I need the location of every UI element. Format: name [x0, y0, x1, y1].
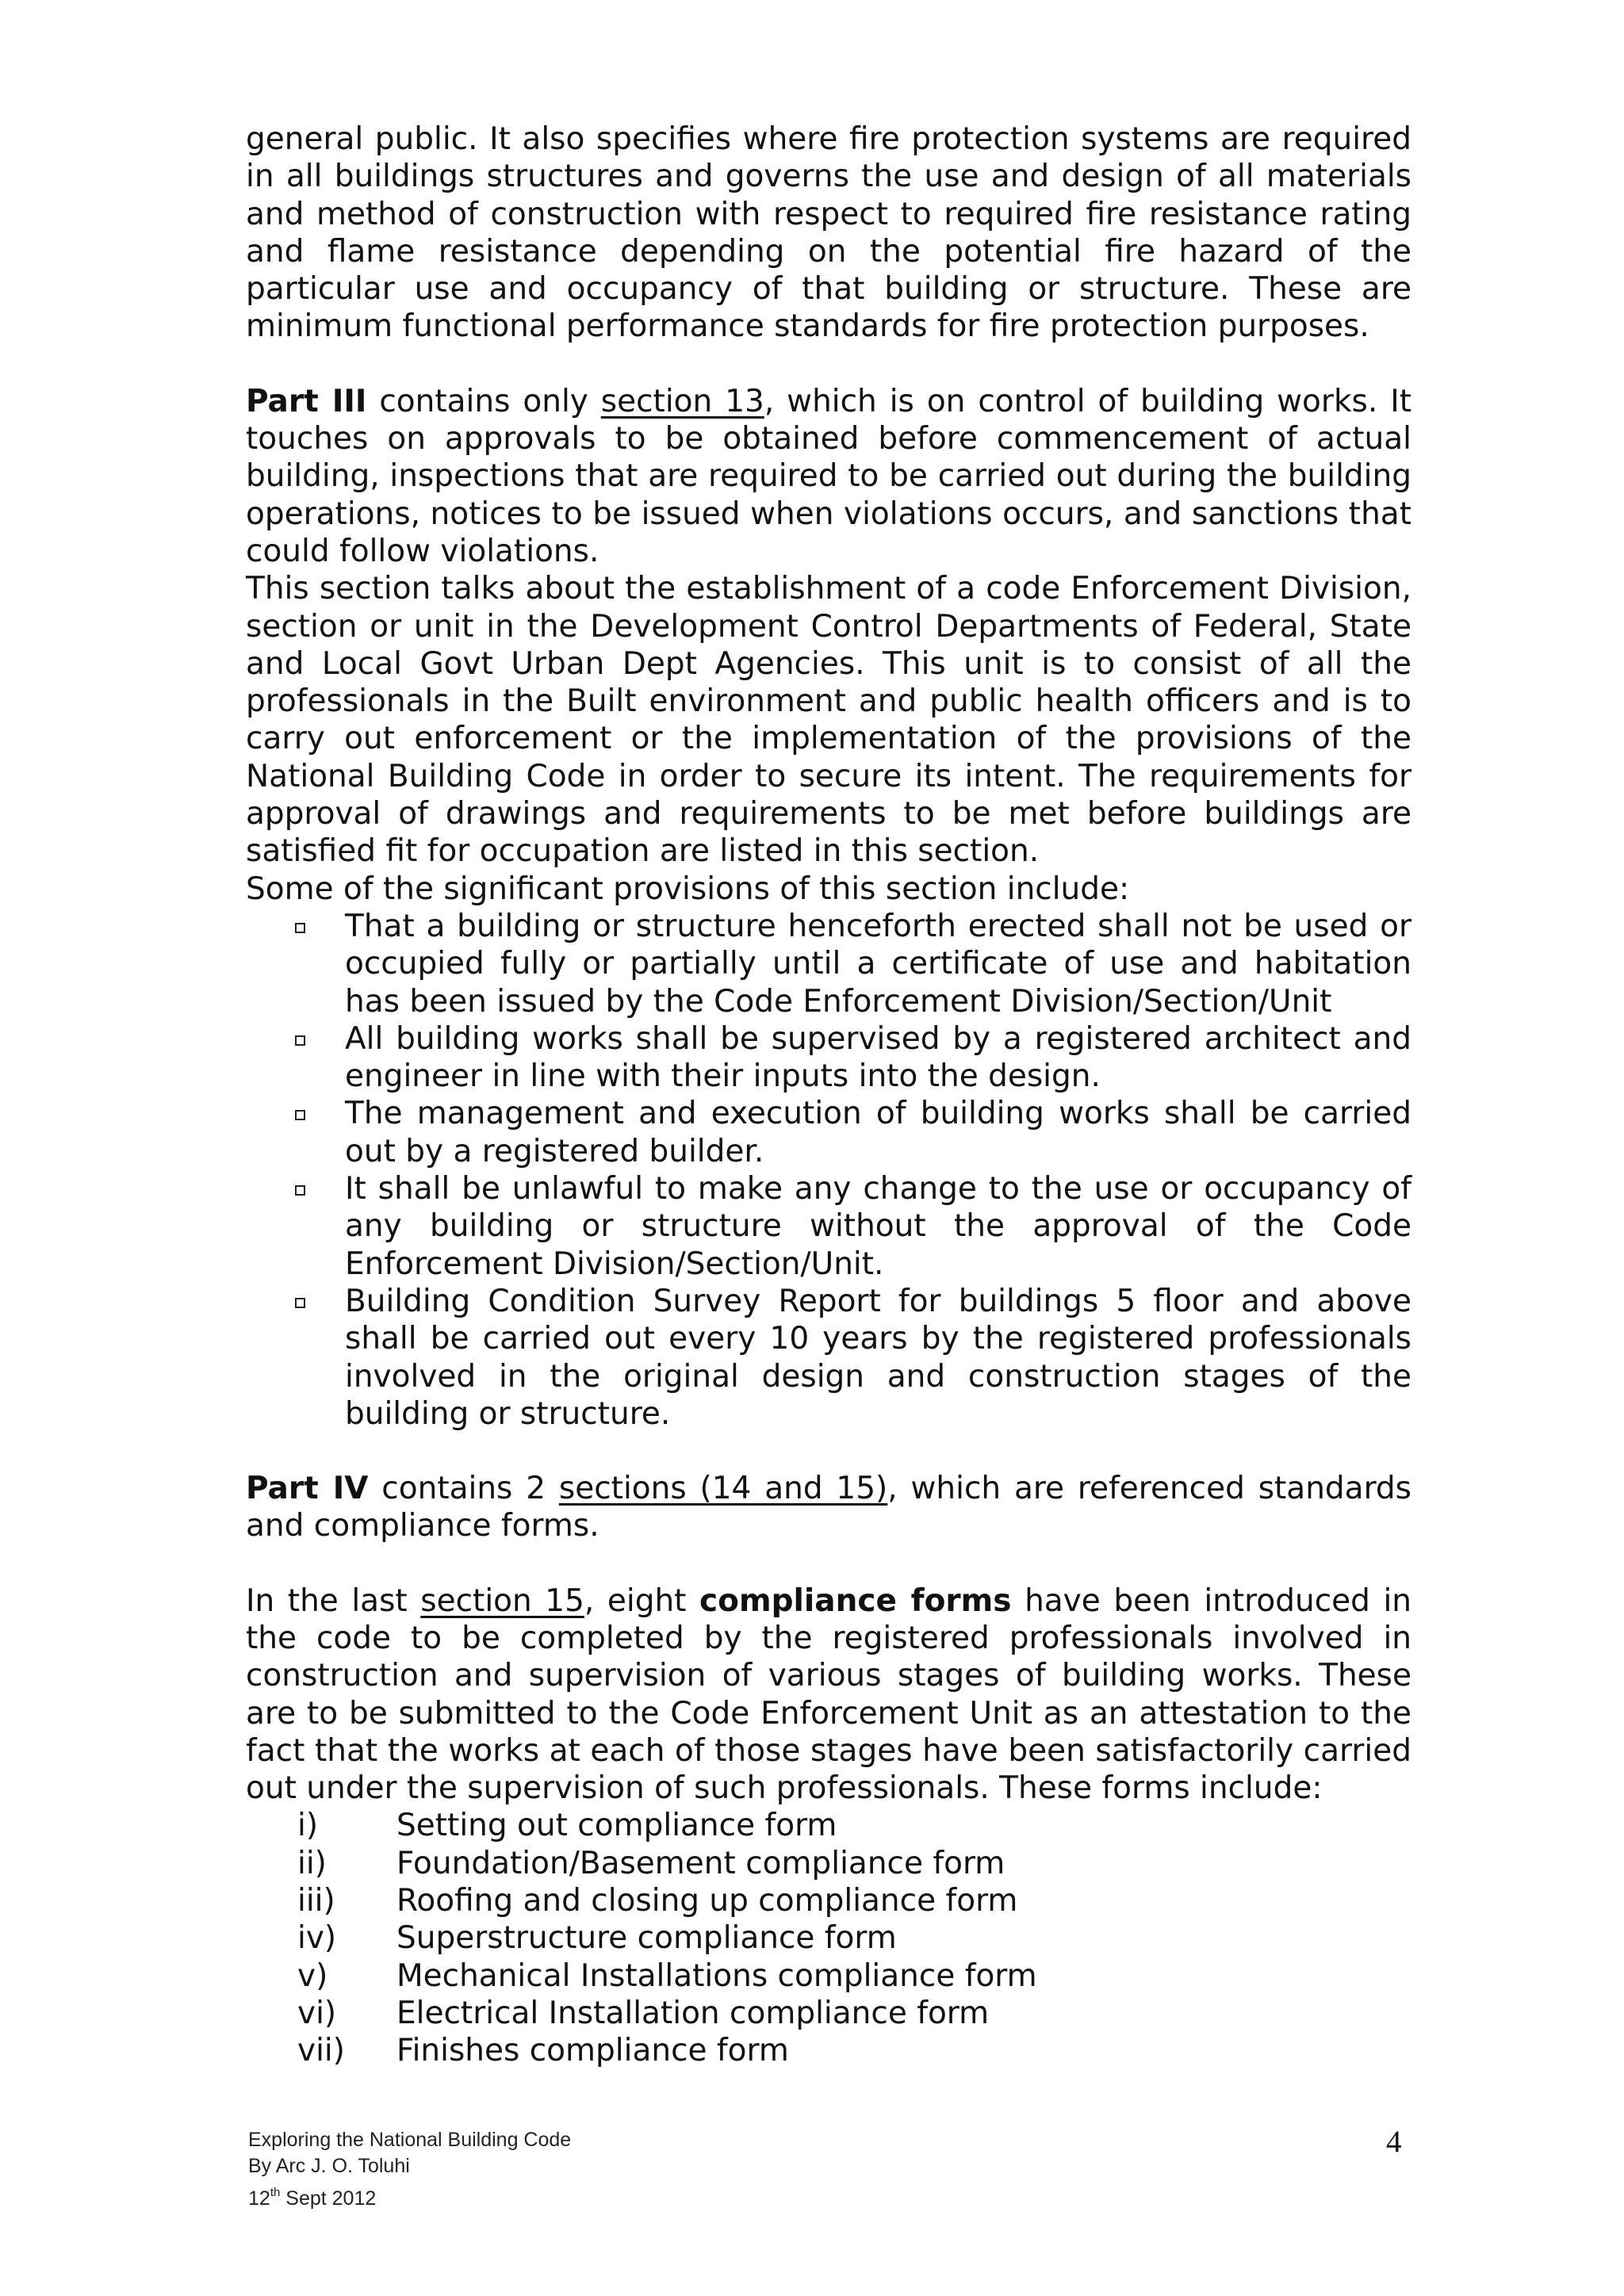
- footer-author: By Arc J. O. Toluhi: [248, 2155, 410, 2177]
- part-iii-label: Part III: [246, 383, 367, 419]
- compliance-form-item: [297, 1995, 1411, 2032]
- section-15-text-2: , eight: [584, 1582, 700, 1619]
- paragraph-part-iv: [246, 1470, 1411, 1545]
- form-number: iii): [297, 1883, 335, 1919]
- checkbox-bullet-icon: [295, 1185, 305, 1196]
- provision-item: [345, 1095, 1411, 1170]
- form-name: Setting out compliance form: [396, 1808, 837, 1844]
- document-body: [246, 121, 1411, 2070]
- spacer: [246, 346, 1411, 383]
- form-number: i): [297, 1808, 319, 1844]
- form-name: Finishes compliance form: [396, 2033, 789, 2069]
- checkbox-bullet-icon: [295, 1035, 305, 1046]
- provision-item: [345, 1170, 1411, 1283]
- part-iv-text-1: contains 2: [368, 1471, 559, 1507]
- form-number: v): [297, 1957, 328, 1994]
- form-number: vii): [297, 2033, 345, 2069]
- spacer: [246, 1433, 1411, 1470]
- part-iii-text-2: , which is on control of building works. It touches on approvals to be obtained before commencement of actual building, inspections that are required to be carried out during the building operations, notices to be issued when violations occurs, and sanctions that could follow violations.: [246, 383, 1411, 569]
- spacer: [246, 1545, 1411, 1582]
- section-15-text-1: In the last: [246, 1582, 421, 1619]
- page-number: 4: [1386, 2125, 1402, 2159]
- provision-item: [345, 1283, 1411, 1433]
- compliance-form-item: [297, 1882, 1411, 1919]
- compliance-form-item: [297, 2032, 1411, 2069]
- form-number: vi): [297, 1995, 337, 2031]
- footer-date: [248, 2179, 571, 2212]
- sections-14-15-link: sections (14 and 15): [558, 1471, 888, 1507]
- page-footer: [248, 2127, 571, 2212]
- checkbox-bullet-icon: [295, 923, 305, 933]
- footer-date-day: 12: [248, 2187, 270, 2210]
- part-iii-text-1: contains only: [366, 383, 601, 419]
- checkbox-bullet-icon: [295, 1298, 305, 1308]
- provision-text: It shall be unlawful to make any change to the use or occupancy of any building or structure without the approval of the Code Enforcement Division/Section/Unit.: [345, 1171, 1411, 1282]
- paragraph-provisions-intro: Some of the significant provisions of this section include:: [246, 871, 1130, 907]
- form-number: ii): [297, 1845, 327, 1881]
- provision-text: All building works shall be supervised by a registered architect and engineer in line with their inputs into the design.: [345, 1020, 1411, 1095]
- compliance-form-item: [297, 1919, 1411, 1957]
- compliance-form-item: [297, 1807, 1411, 1844]
- provision-text: The management and execution of building works shall be carried out by a registered builder.: [345, 1096, 1411, 1169]
- provision-item: [345, 1020, 1411, 1096]
- compliance-forms-term: compliance forms: [699, 1582, 1012, 1619]
- compliance-form-item: [297, 1845, 1411, 1882]
- compliance-form-item: [297, 1957, 1411, 1995]
- form-name: Foundation/Basement compliance form: [396, 1845, 1005, 1881]
- form-name: Electrical Installation compliance form: [396, 1995, 990, 2031]
- section-15-link: section 15: [420, 1582, 584, 1619]
- paragraph-part-iii: [246, 383, 1411, 570]
- footer-date-rest: Sept 2012: [280, 2187, 377, 2210]
- compliance-forms-list: [246, 1807, 1411, 2069]
- provisions-list: [246, 908, 1411, 1433]
- provision-item: [345, 908, 1411, 1020]
- paragraph-enforcement-division: This section talks about the establishment of a code Enforcement Division, section or unit in the Development Control Departments of Federal, State and Local Govt Urban Dept Agencies. This unit is to consist of all the professionals in the Built environment and public health officers and is to carry out enforcement or the implementation of the provisions of the National Building Code in order to secure its intent. The requirements for approval of drawings and requirements to be met before buildings are satisfied fit for occupation are listed in this section.: [246, 571, 1411, 870]
- part-iv-label: Part IV: [246, 1471, 369, 1507]
- paragraph-section-15: [246, 1582, 1411, 1808]
- checkbox-bullet-icon: [295, 1110, 305, 1120]
- provision-text: That a building or structure henceforth erected shall not be used or occupied fully or partially until a certificate of use and habitation has been issued by the Code Enforcement Division/Section/Unit: [345, 908, 1411, 1020]
- part-iv-text-2: , which are referenced standards and compliance forms.: [246, 1471, 1411, 1544]
- form-number: iv): [297, 1920, 337, 1957]
- form-name: Superstructure compliance form: [396, 1920, 897, 1957]
- provision-text: Building Condition Survey Report for buildings 5 floor and above shall be carried out every 10 years by the registered professionals involved in the original design and construction stages of the building or structure.: [345, 1283, 1411, 1432]
- paragraph-fire-protection: general public. It also specifies where fire protection systems are required in all buildings structures and governs the use and design of all materials and method of construction with respect to required fire resistance rating and flame resistance depending on the potential fire hazard of the particular use and occupancy of that building or structure. These are minimum functional performance standards for fire protection purposes.: [246, 121, 1411, 345]
- section-15-text-3: have been introduced in the code to be completed by the registered professionals involved in construction and supervision of various stages of building works. These are to be submitted to the Code Enforcement Unit as an attestation to the fact that the works at each of those stages have been satisfactorily carried out under the supervision of such professionals. These forms include:: [246, 1582, 1412, 1807]
- form-name: Mechanical Installations compliance form: [396, 1957, 1037, 1994]
- footer-date-suffix: th: [270, 2186, 281, 2199]
- section-13-link: section 13: [600, 383, 764, 419]
- footer-document-title: Exploring the National Building Code: [248, 2129, 572, 2151]
- form-name: Roofing and closing up compliance form: [396, 1883, 1018, 1919]
